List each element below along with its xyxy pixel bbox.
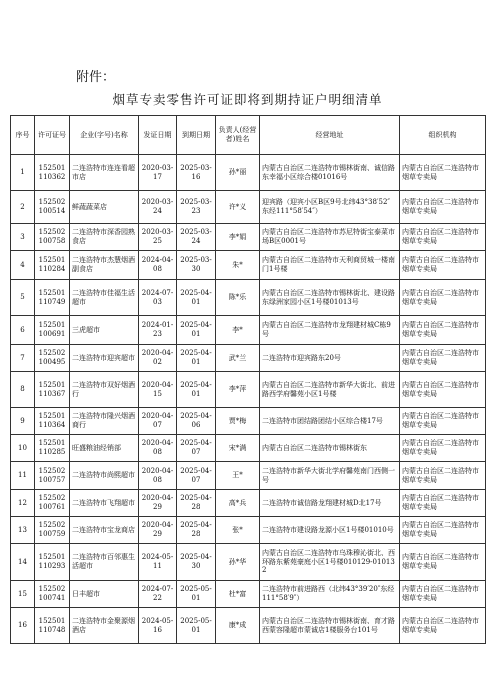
cell-issue-date: 2024-01-23 (139, 316, 177, 345)
cell-expire-date: 2025-04-06 (177, 408, 216, 435)
table-row (11, 224, 486, 251)
table-row (11, 408, 486, 435)
cell-organization: 内蒙古自治区二连浩特市烟草专卖局 (400, 608, 486, 644)
header-org: 组织机构 (400, 116, 486, 155)
cell-business-name: 三虎超市 (70, 316, 139, 345)
cell-row-number: 6 (11, 316, 35, 345)
cell-expire-date: 2025-04-01 (177, 345, 216, 372)
cell-address: 内蒙古自治区二连浩特市锡林街东 (260, 435, 400, 462)
cell-address: 二连浩特市团结路团结小区综合楼17号 (260, 408, 400, 435)
cell-license-number: 152501110285 (35, 435, 70, 462)
header-issue-date: 发证日期 (139, 116, 177, 155)
cell-row-number: 4 (11, 251, 35, 280)
cell-person-name: 李*萍 (216, 372, 260, 408)
cell-license-number: 152502100514 (35, 191, 70, 224)
cell-address: 二连浩特市新华大街北学府馨苑南门西侧一号 (260, 462, 400, 490)
cell-row-number: 9 (11, 408, 35, 435)
cell-expire-date: 2025-05-01 (177, 581, 216, 608)
cell-business-name: 二连浩特市飞翔超市 (70, 490, 139, 517)
table-row (11, 280, 486, 316)
table-row (11, 191, 486, 224)
cell-organization: 内蒙古自治区二连浩特市烟草专卖局 (400, 280, 486, 316)
cell-license-number: 152501110293 (35, 544, 70, 581)
cell-issue-date: 2020-04-08 (139, 435, 177, 462)
cell-address: 内蒙古自治区二连浩特市锡林街南、育才路西蒙容隆超市蒙诚店1楼服务台101号 (260, 608, 400, 644)
cell-row-number: 8 (11, 372, 35, 408)
cell-business-name: 二连浩特市迎宾超市 (70, 345, 139, 372)
cell-person-name: 孙*华 (216, 544, 260, 581)
cell-organization: 内蒙古自治区二连浩特市烟草专卖局 (400, 435, 486, 462)
header-name: 企业(字号)名称 (70, 116, 139, 155)
cell-organization: 内蒙古自治区二连浩特市烟草专卖局 (400, 462, 486, 490)
cell-address: 内蒙古自治区二连浩特市新华大街北、前进路西学府馨苑小区1号楼 (260, 372, 400, 408)
cell-person-name: 李* (216, 316, 260, 345)
table-row (11, 316, 486, 345)
cell-license-number: 152502100495 (35, 345, 70, 372)
cell-person-name: 康*成 (216, 608, 260, 644)
cell-address: 二连浩特市迎宾路东20号 (260, 345, 400, 372)
cell-issue-date: 2020-04-02 (139, 345, 177, 372)
cell-organization: 内蒙古自治区二连浩特市烟草专卖局 (400, 544, 486, 581)
table-row (11, 251, 486, 280)
cell-business-name: 二连浩特市深香园熟食店 (70, 224, 139, 251)
cell-expire-date: 2025-05-01 (177, 608, 216, 644)
table-row (11, 544, 486, 581)
cell-row-number: 11 (11, 462, 35, 490)
license-table (10, 115, 486, 644)
cell-expire-date: 2025-04-28 (177, 517, 216, 544)
cell-license-number: 152501110748 (35, 608, 70, 644)
header-no: 序号 (11, 116, 35, 155)
cell-person-name: 高*兵 (216, 490, 260, 517)
cell-address: 二连浩特市诚信路龙翔建材城D北17号 (260, 490, 400, 517)
cell-license-number: 152501110749 (35, 280, 70, 316)
cell-person-name: 许*义 (216, 191, 260, 224)
cell-organization: 内蒙古自治区二连浩特市烟草专卖局 (400, 490, 486, 517)
cell-row-number: 3 (11, 224, 35, 251)
cell-license-number: 152502100741 (35, 581, 70, 608)
cell-row-number: 15 (11, 581, 35, 608)
cell-issue-date: 2020-04-29 (139, 490, 177, 517)
cell-business-name: 二连浩特市连连看超市店 (70, 155, 139, 191)
cell-business-name: 二连浩特市百邻惠生活超市 (70, 544, 139, 581)
cell-issue-date: 2024-05-16 (139, 608, 177, 644)
cell-address: 内蒙古自治区二连浩特市锡林街南、诚信路东幸福小区综合楼01016号 (260, 155, 400, 191)
cell-expire-date: 2025-04-01 (177, 316, 216, 345)
cell-person-name: 王* (216, 462, 260, 490)
cell-address: 内蒙古自治区二连浩特市天利商贸城一楼南门1号楼 (260, 251, 400, 280)
cell-business-name: 二连浩特市金聚源烟酒店 (70, 608, 139, 644)
cell-license-number: 152501110364 (35, 408, 70, 435)
cell-person-name: 宋*满 (216, 435, 260, 462)
cell-license-number: 152502100759 (35, 517, 70, 544)
cell-address: 内蒙古自治区二连浩特市龙翔建材城C栋9号 (260, 316, 400, 345)
cell-license-number: 152502100761 (35, 490, 70, 517)
cell-issue-date: 2020-03-24 (139, 191, 177, 224)
document-title: 烟草专卖零售许可证即将到期持证户明细清单 (112, 92, 383, 107)
cell-business-name: 鲜蔬蔬菜店 (70, 191, 139, 224)
cell-organization: 内蒙古自治区二连浩特市烟草专卖局 (400, 517, 486, 544)
cell-row-number: 12 (11, 490, 35, 517)
table-header-row (11, 116, 486, 155)
cell-organization: 内蒙古自治区二连浩特市烟草专卖局 (400, 251, 486, 280)
cell-organization: 内蒙古自治区二连浩特市烟草专卖局 (400, 581, 486, 608)
cell-address: 内蒙古自治区二连浩特市锡林街北、建设路东绿洲家园小区1号楼01013号 (260, 280, 400, 316)
cell-person-name: 朱* (216, 251, 260, 280)
cell-business-name: 二连浩特市尚熙超市 (70, 462, 139, 490)
cell-organization: 内蒙古自治区二连浩特市烟草专卖局 (400, 372, 486, 408)
header-person: 负责人(经营者)姓名 (216, 116, 260, 155)
cell-issue-date: 2024-05-11 (139, 544, 177, 581)
cell-license-number: 152501110284 (35, 251, 70, 280)
cell-expire-date: 2025-04-01 (177, 372, 216, 408)
table-row (11, 435, 486, 462)
table-row (11, 517, 486, 544)
cell-organization: 内蒙古自治区二连浩特市烟草专卖局 (400, 345, 486, 372)
cell-license-number: 152501110362 (35, 155, 70, 191)
cell-issue-date: 2020-04-29 (139, 517, 177, 544)
cell-issue-date: 2024-07-22 (139, 581, 177, 608)
cell-expire-date: 2025-04-30 (177, 544, 216, 581)
cell-person-name: 贾*梅 (216, 408, 260, 435)
cell-organization: 内蒙古自治区二连浩特市烟草专卖局 (400, 316, 486, 345)
cell-license-number: 152501100691 (35, 316, 70, 345)
cell-expire-date: 2025-04-07 (177, 435, 216, 462)
cell-organization: 内蒙古自治区二连浩特市烟草专卖局 (400, 155, 486, 191)
cell-issue-date: 2020-03-17 (139, 155, 177, 191)
cell-address: 二连浩特市建设路龙源小区1号楼01010号 (260, 517, 400, 544)
cell-license-number: 152502100757 (35, 462, 70, 490)
cell-row-number: 2 (11, 191, 35, 224)
cell-person-name: 张* (216, 517, 260, 544)
table-row (11, 608, 486, 644)
cell-license-number: 152501110367 (35, 372, 70, 408)
table-row (11, 462, 486, 490)
header-address: 经营地址 (260, 116, 400, 155)
cell-business-name: 二连浩特市双好烟酒行 (70, 372, 139, 408)
table-row (11, 581, 486, 608)
cell-person-name: 李*娟 (216, 224, 260, 251)
cell-row-number: 16 (11, 608, 35, 644)
attachment-label: 附件： (76, 70, 116, 85)
cell-row-number: 1 (11, 155, 35, 191)
cell-license-number: 152502100758 (35, 224, 70, 251)
cell-organization: 内蒙古自治区二连浩特市烟草专卖局 (400, 224, 486, 251)
cell-issue-date: 2024-04-08 (139, 251, 177, 280)
cell-business-name: 二连浩特市佳福生活超市 (70, 280, 139, 316)
table-row (11, 490, 486, 517)
table-body (11, 155, 486, 644)
cell-business-name: 日丰超市 (70, 581, 139, 608)
table-row (11, 345, 486, 372)
cell-issue-date: 2020-03-25 (139, 224, 177, 251)
table-row (11, 372, 486, 408)
cell-row-number: 10 (11, 435, 35, 462)
cell-row-number: 5 (11, 280, 35, 316)
cell-address: 迎宾路（迎宾小区B区9号北纬43°38′52″ 东经111°58′54″） (260, 191, 400, 224)
cell-expire-date: 2025-03-23 (177, 191, 216, 224)
header-license: 许可证号 (35, 116, 70, 155)
header-expire-date: 到期日期 (177, 116, 216, 155)
cell-row-number: 7 (11, 345, 35, 372)
cell-issue-date: 2024-07-03 (139, 280, 177, 316)
cell-expire-date: 2025-03-16 (177, 155, 216, 191)
cell-business-name: 二连浩特市杰慧烟酒副食店 (70, 251, 139, 280)
cell-expire-date: 2025-04-28 (177, 490, 216, 517)
cell-expire-date: 2025-03-30 (177, 251, 216, 280)
cell-business-name: 二连浩特市宝龙商店 (70, 517, 139, 544)
cell-issue-date: 2020-04-08 (139, 462, 177, 490)
cell-address: 内蒙古自治区二连浩特市乌珠穆沁街北、西环路东紫苑豪庭小区1号楼010129-010132 (260, 544, 400, 581)
cell-person-name: 孙*丽 (216, 155, 260, 191)
cell-business-name: 旺盛粮油经销部 (70, 435, 139, 462)
cell-expire-date: 2025-04-01 (177, 280, 216, 316)
cell-expire-date: 2025-04-07 (177, 462, 216, 490)
cell-expire-date: 2025-03-24 (177, 224, 216, 251)
cell-address: 二连浩特市前进路西（北纬43°39′20″东经111°58′9″） (260, 581, 400, 608)
cell-business-name: 二连浩特市隆兴烟酒商行 (70, 408, 139, 435)
cell-issue-date: 2020-04-07 (139, 408, 177, 435)
cell-issue-date: 2020-04-15 (139, 372, 177, 408)
cell-row-number: 14 (11, 544, 35, 581)
cell-address: 内蒙古自治区二连浩特市苏尼特街宝泰菜市场B区0001号 (260, 224, 400, 251)
cell-organization: 内蒙古自治区二连浩特市烟草专卖局 (400, 408, 486, 435)
cell-person-name: 武*兰 (216, 345, 260, 372)
table-row (11, 155, 486, 191)
cell-person-name: 陈*乐 (216, 280, 260, 316)
cell-organization: 内蒙古自治区二连浩特市烟草专卖局 (400, 191, 486, 224)
cell-person-name: 杜*富 (216, 581, 260, 608)
cell-row-number: 13 (11, 517, 35, 544)
